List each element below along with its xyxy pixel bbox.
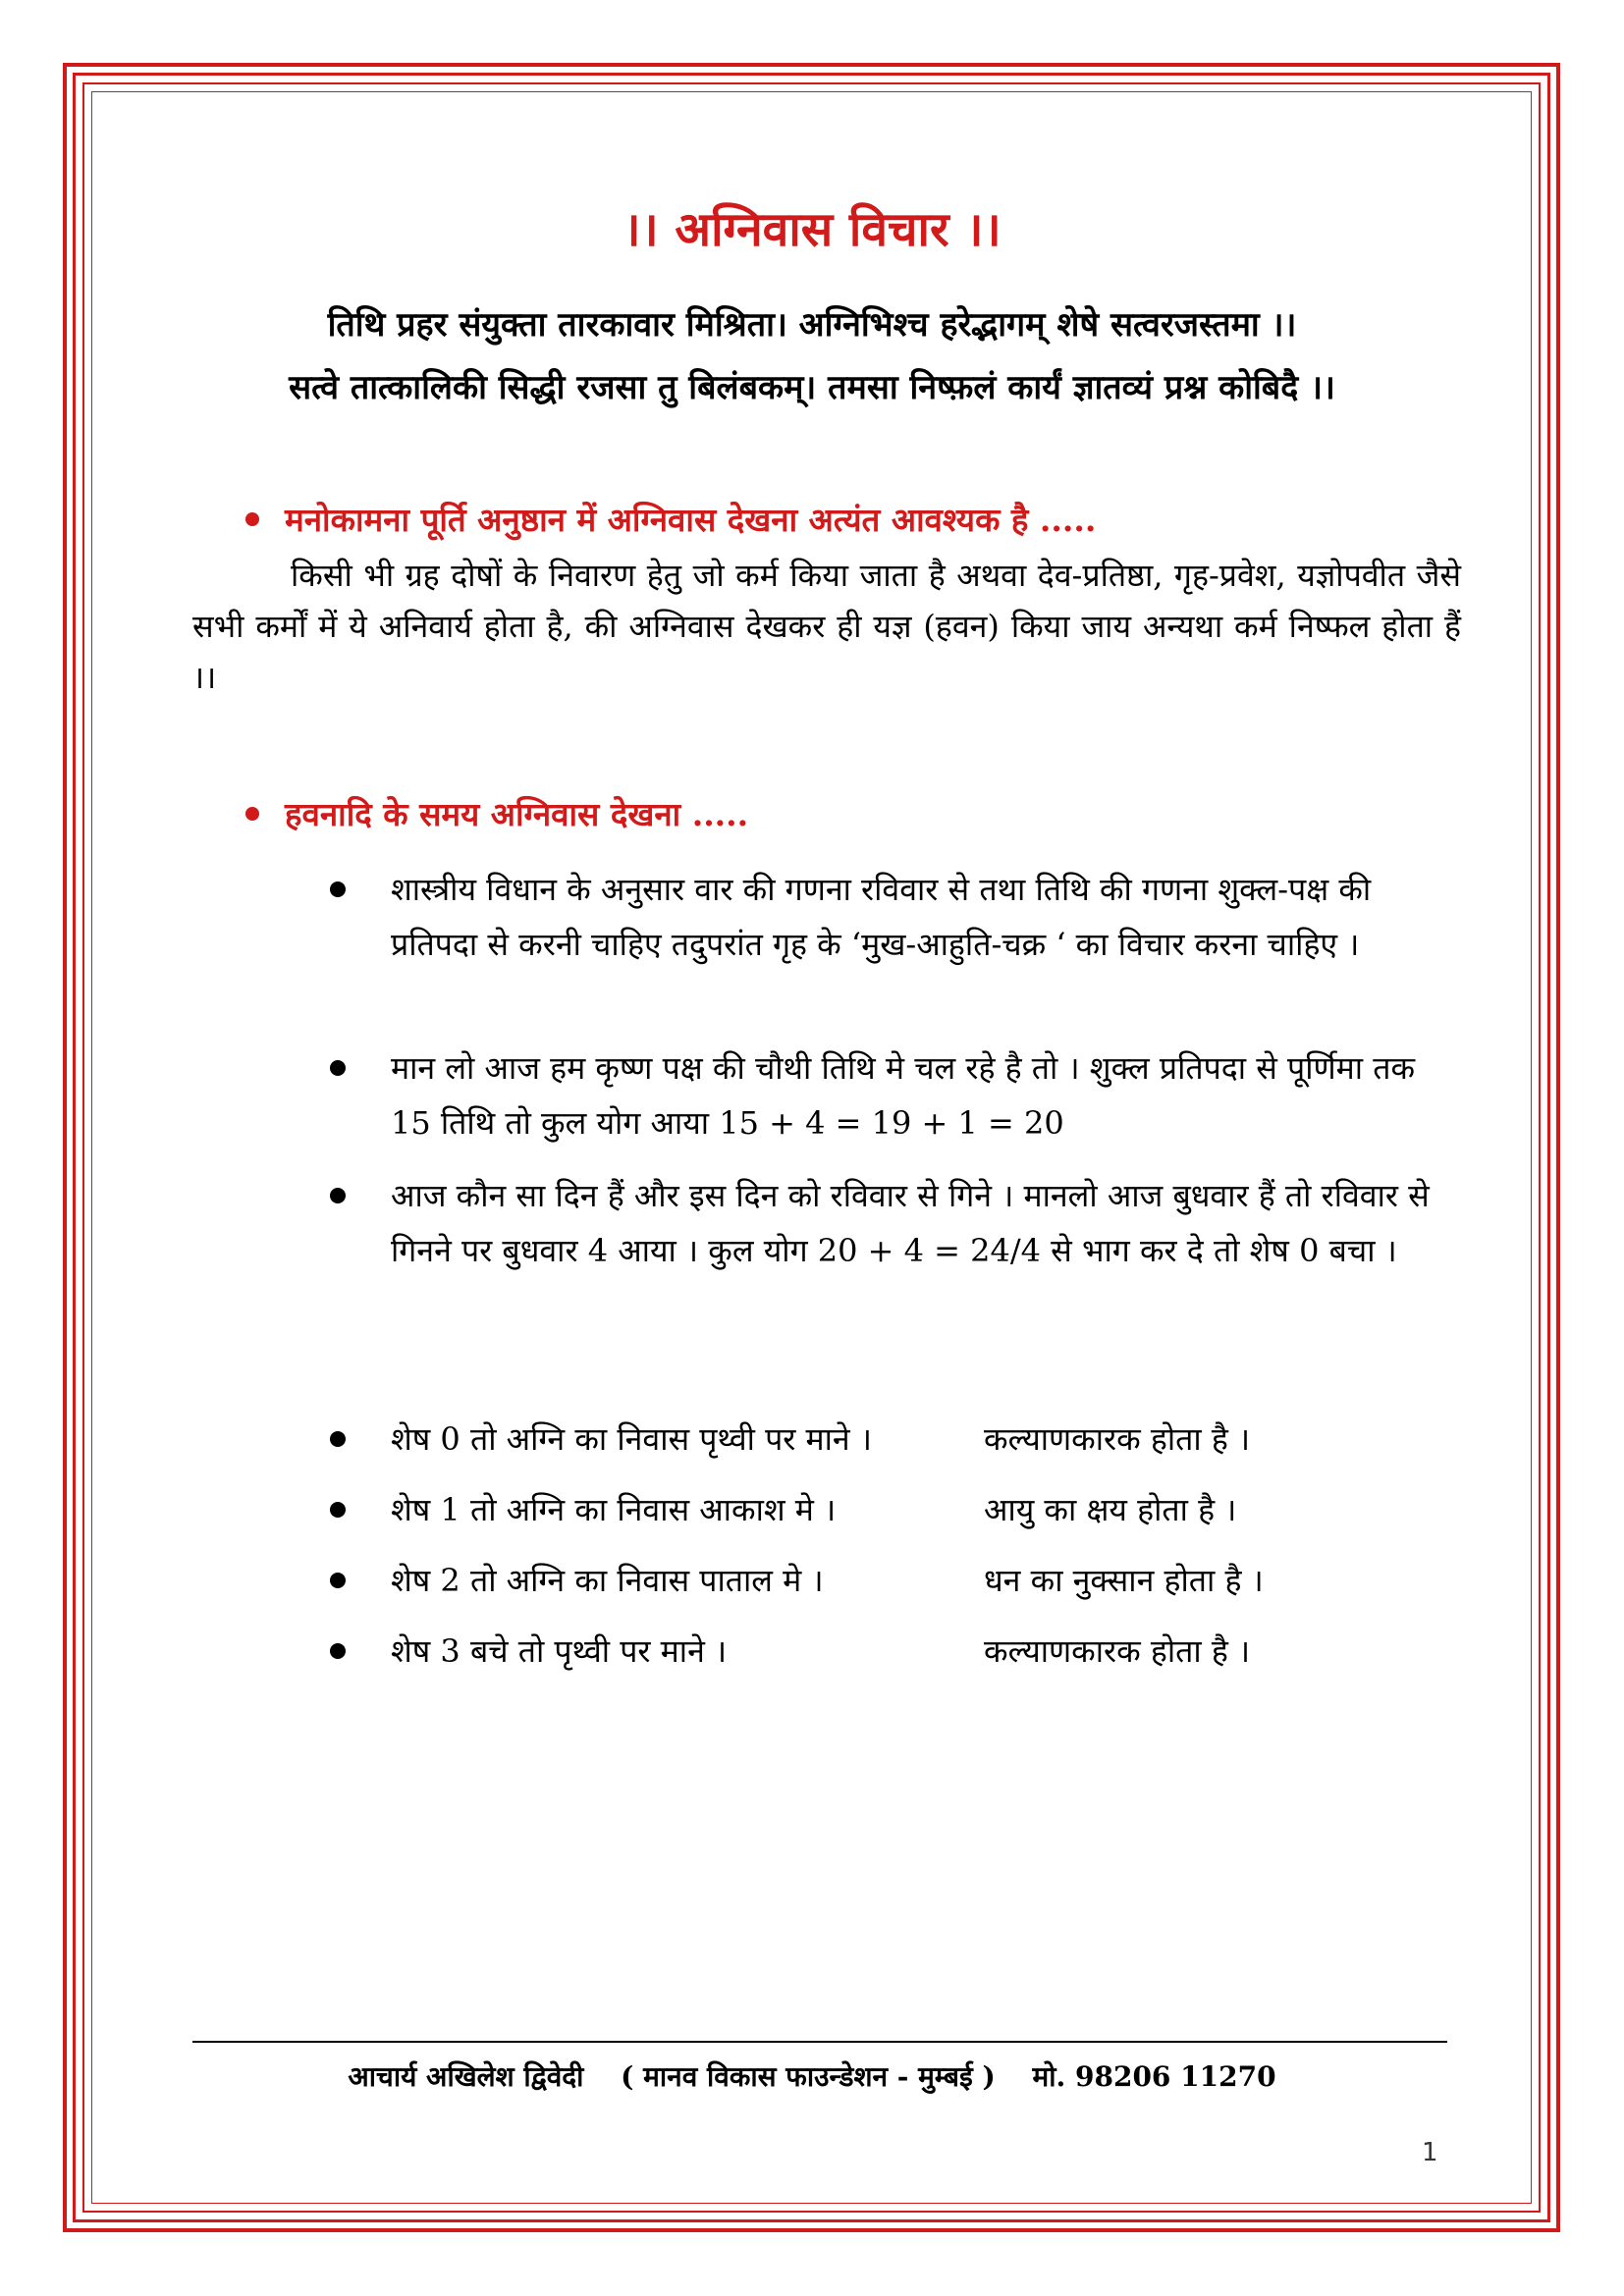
result-condition: शेष 0 तो अग्नि का निवास पृथ्वी पर माने । — [391, 1420, 872, 1458]
bullet-icon — [330, 1060, 346, 1076]
result-effect: कल्याणकारक होता है । — [984, 1420, 1251, 1458]
footer — [0, 2057, 1624, 2095]
footer-organization: ( मानव विकास फाउन्डेशन - मुम्बई ) — [621, 2060, 996, 2093]
section-1-paragraph — [192, 550, 1461, 703]
section-1-heading — [245, 497, 1096, 541]
page-title: ।। अग्निवास विचार ।। — [623, 202, 1001, 257]
result-effect: कल्याणकारक होता है । — [984, 1632, 1251, 1670]
list-item — [340, 1168, 1449, 1278]
list-item — [340, 1041, 1449, 1150]
bullet-icon — [330, 1502, 346, 1518]
footer-phone: मो. 98206 11270 — [1032, 2060, 1276, 2093]
section-1-paragraph-text: किसी भी ग्रह दोषों के निवारण हेतु जो कर्म किया जाता है अथवा देव-प्रतिष्ठा, गृह-प्रवेश, यज्ञोपवीत जैसे सभी कर्मों में ये अनिवार्य होता है, की अग्निवास देखकर ही यज्ञ (हवन) किया जाय अन्यथा कर्म निष्फल होता हैं ।। — [192, 557, 1461, 696]
bullet-icon — [330, 1573, 346, 1588]
list-item-text: मान लो आज हम कृष्ण पक्ष की चौथी तिथि मे चल रहे है तो । शुक्ल प्रतिपदा से पूर्णिमा तक 15 तिथि तो कुल योग आया 15 + 4 = 19 + 1 = 20 — [391, 1049, 1416, 1142]
result-effect: धन का नुक्सान होता है । — [984, 1562, 1264, 1599]
bullet-icon — [330, 1431, 346, 1447]
result-condition: शेष 1 तो अग्नि का निवास आकाश मे । — [391, 1491, 837, 1528]
footer-divider — [192, 2041, 1447, 2043]
bullet-icon — [330, 1188, 346, 1203]
result-condition: शेष 3 बचे तो पृथ्वी पर माने । — [391, 1632, 728, 1670]
list-item-text: आज कौन सा दिन हैं और इस दिन को रविवार से गिने । मानलो आज बुधवार हैं तो रविवार से गिनने पर बुधवार 4 आया । कुल योग 20 + 4 = 24/4 से भाग कर दे तो शेष 0 बचा । — [391, 1177, 1430, 1269]
bullet-icon — [245, 807, 259, 821]
section-2-heading-text: हवनादि के समय अग्निवास देखना ..... — [285, 795, 749, 833]
bullet-icon — [330, 1643, 346, 1659]
bullet-icon — [245, 512, 259, 526]
footer-author: आचार्य अखिलेश द्विवेदी — [348, 2060, 584, 2093]
result-effect: आयु का क्षय होता है । — [984, 1491, 1237, 1528]
bullet-icon — [330, 881, 346, 897]
section-1-heading-text: मनोकामना पूर्ति अनुष्ठान में अग्निवास देखना अत्यंत आवश्यक है ..... — [285, 501, 1097, 539]
list-item-text: शास्त्रीय विधान के अनुसार वार की गणना रविवार से तथा तिथि की गणना शुक्ल-पक्ष की प्रतिपदा से करनी चाहिए तदुपरांत गृह के ‘मुख-आहुति-चक्र ‘ का विचार करना चाहिए । — [391, 871, 1372, 963]
page-number: 1 — [1422, 2138, 1438, 2167]
shloka-line-1: तिथि प्रहर संयुक्ता तारकावार मिश्रिता। अग्निभिश्च हरेद्भागम् शेषे सत्वरजस्तमा ।। — [327, 305, 1297, 345]
result-condition: शेष 2 तो अग्नि का निवास पाताल मे । — [391, 1562, 824, 1599]
shloka-line-2: सत्वे तात्कालिकी सिद्धी रजसा तु बिलंबकम्। तमसा निष्फ़लं कार्यं ज्ञातव्यं प्रश्न कोबिदै ।। — [289, 368, 1335, 407]
list-item — [340, 862, 1449, 972]
section-2-heading — [245, 791, 748, 835]
